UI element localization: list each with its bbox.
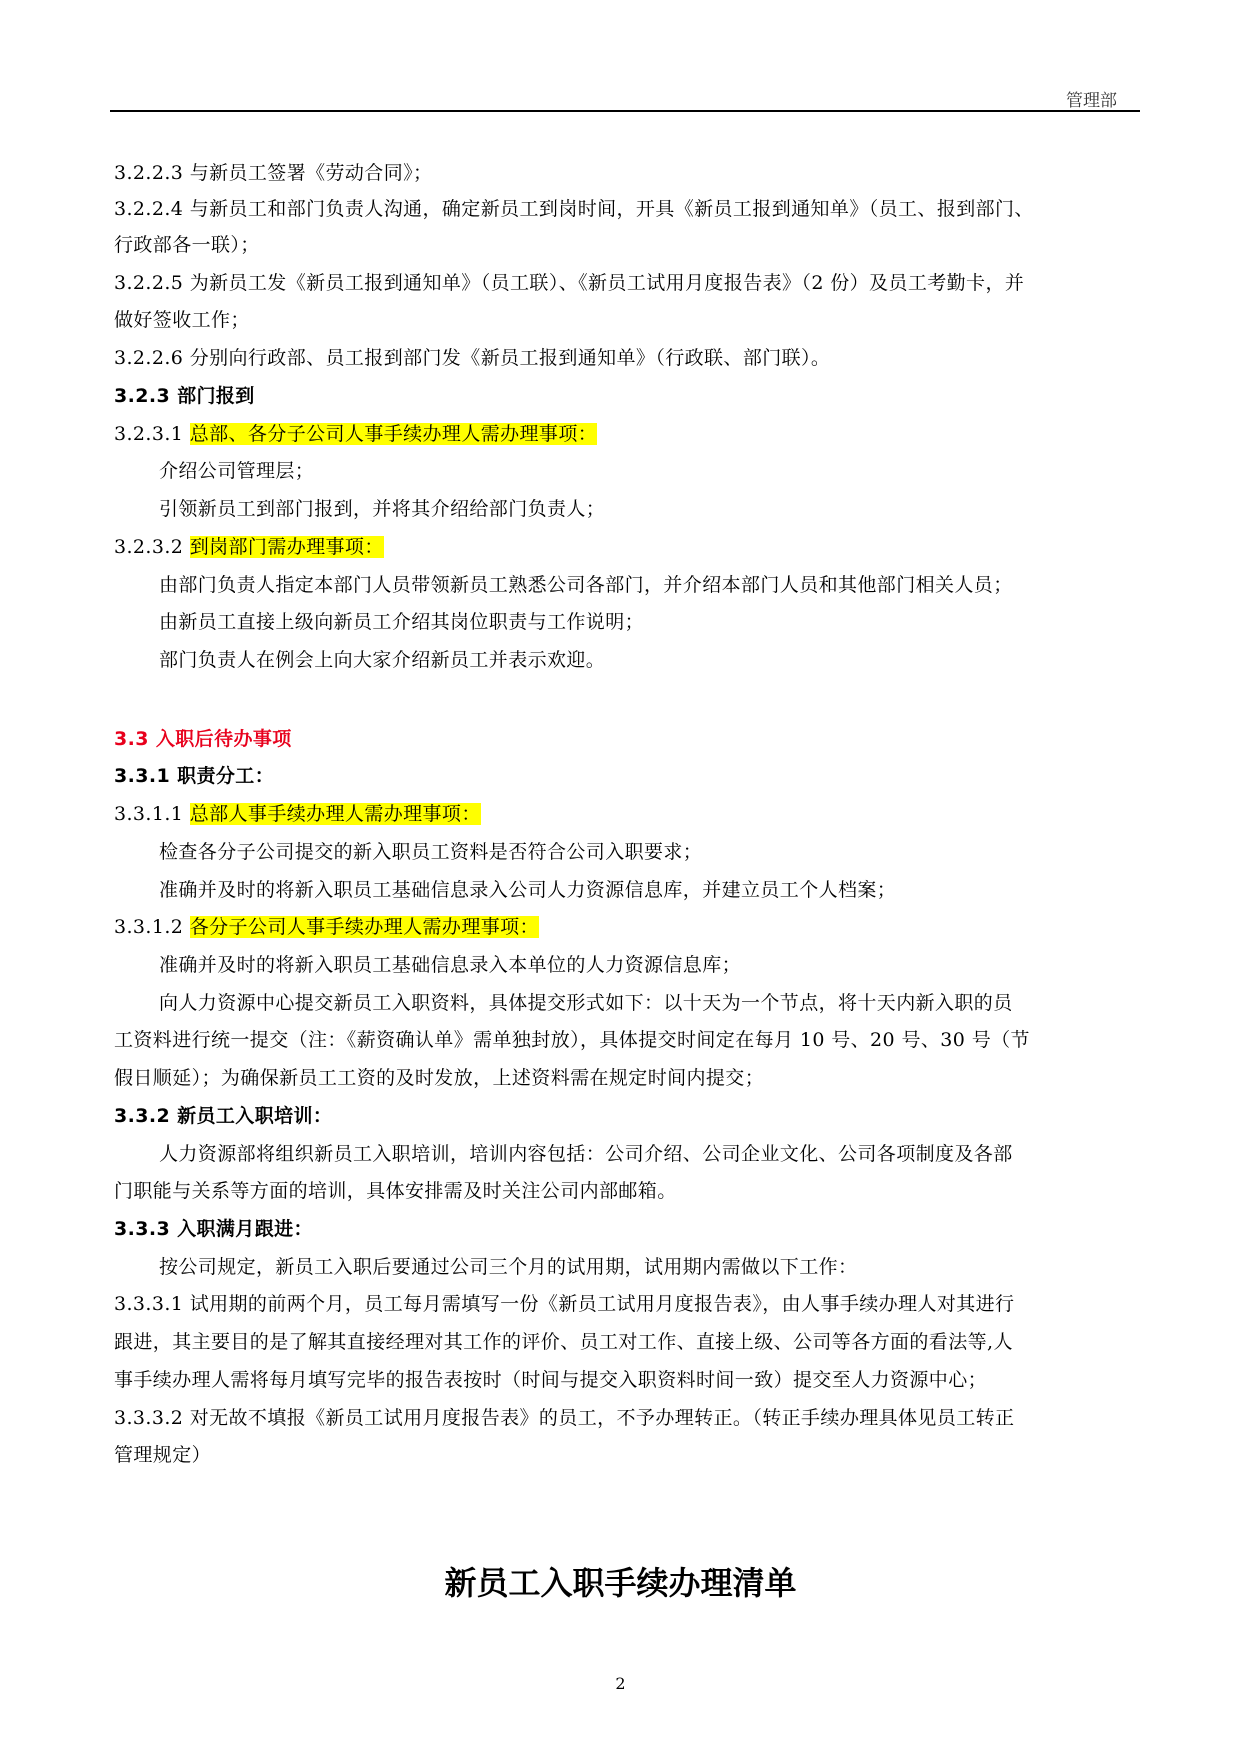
item-text: 由部门负责人指定本部门人员带领新员工熟悉公司各部门，并介绍本部门人员和其他部门相关人员； [159, 574, 1013, 596]
page-number: 2 [615, 1674, 626, 1693]
clause-3-2-2-5-cont: 做好签收工作； [114, 309, 250, 331]
highlighted-text: 各分子公司人事手续办理人需办理事项： [189, 916, 539, 938]
section-heading-3-3: 3.3 入职后待办事项 [114, 728, 292, 750]
clause-3-3-3-1-cont: 事手续办理人需将每月填写完毕的报告表按时（时间与提交入职资料时间一致）提交至人力资源中心； [114, 1369, 988, 1391]
clause-3-3-3-1-cont: 跟进，其主要目的是了解其直接经理对其工作的评价、员工对工作、直接上级、公司等各方面的看法等,人 [114, 1331, 1013, 1353]
item-text-cont: 假日顺延）；为确保新员工工资的及时发放，上述资料需在规定时间内提交； [114, 1067, 765, 1089]
clause-3-2-2-4-cont: 行政部各一联）； [114, 234, 260, 256]
item-text: 检查各分子公司提交的新入职员工资料是否符合公司入职要求； [159, 841, 703, 863]
clause-3-3-1-2 [114, 915, 1144, 939]
heading-3-3-1: 3.3.1 职责分工： [114, 765, 275, 787]
item-text-cont: 工资料进行统一提交（注：《薪资确认单》需单独封放），具体提交时间定在每月 10 号、20 号、30 号（节 [114, 1029, 1030, 1051]
clause-3-2-2-6: 3.2.2.6 分别向行政部、员工报到部门发《新员工报到通知单》（行政联、部门联）。 [114, 347, 831, 369]
clause-3-3-3-1: 3.3.3.1 试用期的前两个月，员工每月需填写一份《新员工试用月度报告表》，由人事手续办理人对其进行 [114, 1293, 1015, 1315]
heading-3-3-2: 3.3.2 新员工入职培训： [114, 1105, 333, 1127]
highlighted-text: 总部人事手续办理人需办理事项： [189, 803, 481, 825]
item-text: 由新员工直接上级向新员工介绍其岗位职责与工作说明； [159, 611, 645, 633]
heading-3-3-3: 3.3.3 入职满月跟进： [114, 1218, 313, 1240]
item-text: 人力资源部将组织新员工入职培训，培训内容包括：公司介绍、公司企业文化、公司各项制度及各部 [159, 1143, 1013, 1165]
clause-3-2-2-4: 3.2.2.4 与新员工和部门负责人沟通，确定新员工到岗时间，开具《新员工报到通知单》（员工、报到部门、 [114, 198, 1034, 220]
clause-3-3-1-1 [114, 802, 1144, 826]
item-text: 部门负责人在例会上向大家介绍新员工并表示欢迎。 [159, 649, 606, 671]
item-text: 向人力资源中心提交新员工入职资料，具体提交形式如下：以十天为一个节点，将十天内新入职的员 [159, 992, 1013, 1014]
item-text: 准确并及时的将新入职员工基础信息录入公司人力资源信息库，并建立员工个人档案； [159, 879, 897, 901]
clause-number: 3.3.1.2 [114, 916, 190, 938]
clause-number: 3.3.1.1 [114, 803, 190, 825]
item-text: 引领新员工到部门报到，并将其介绍给部门负责人； [159, 498, 606, 520]
item-text-cont: 门职能与关系等方面的培训，具体安排需及时关注公司内部邮箱。 [114, 1180, 677, 1202]
clause-3-3-3-2: 3.3.3.2 对无故不填报《新员工试用月度报告表》的员工，不予办理转正。（转正手续办理具体见员工转正 [114, 1407, 1015, 1429]
clause-3-2-3-1 [114, 422, 1144, 446]
clause-number: 3.2.3.2 [114, 536, 190, 558]
highlighted-text: 到岗部门需办理事项： [189, 536, 384, 558]
heading-3-2-3: 3.2.3 部门报到 [114, 385, 255, 407]
highlighted-text: 总部、各分子公司人事手续办理人需办理事项： [189, 423, 598, 445]
document-title: 新员工入职手续办理清单 [444, 1564, 797, 1602]
header-rule [110, 110, 1140, 112]
item-text: 介绍公司管理层； [159, 460, 315, 482]
clause-3-3-3-2-cont: 管理规定） [114, 1444, 212, 1466]
clause-number: 3.2.3.1 [114, 423, 190, 445]
clause-3-2-2-3: 3.2.2.3 与新员工签署《劳动合同》； [114, 162, 433, 184]
item-text: 准确并及时的将新入职员工基础信息录入本单位的人力资源信息库； [159, 954, 742, 976]
item-text: 按公司规定，新员工入职后要通过公司三个月的试用期，试用期内需做以下工作： [159, 1256, 858, 1278]
clause-3-2-3-2 [114, 535, 1144, 559]
header-department: 管理部 [1066, 91, 1117, 111]
clause-3-2-2-5: 3.2.2.5 为新员工发《新员工报到通知单》（员工联）、《新员工试用月度报告表》（2 份）及员工考勤卡，并 [114, 272, 1025, 294]
